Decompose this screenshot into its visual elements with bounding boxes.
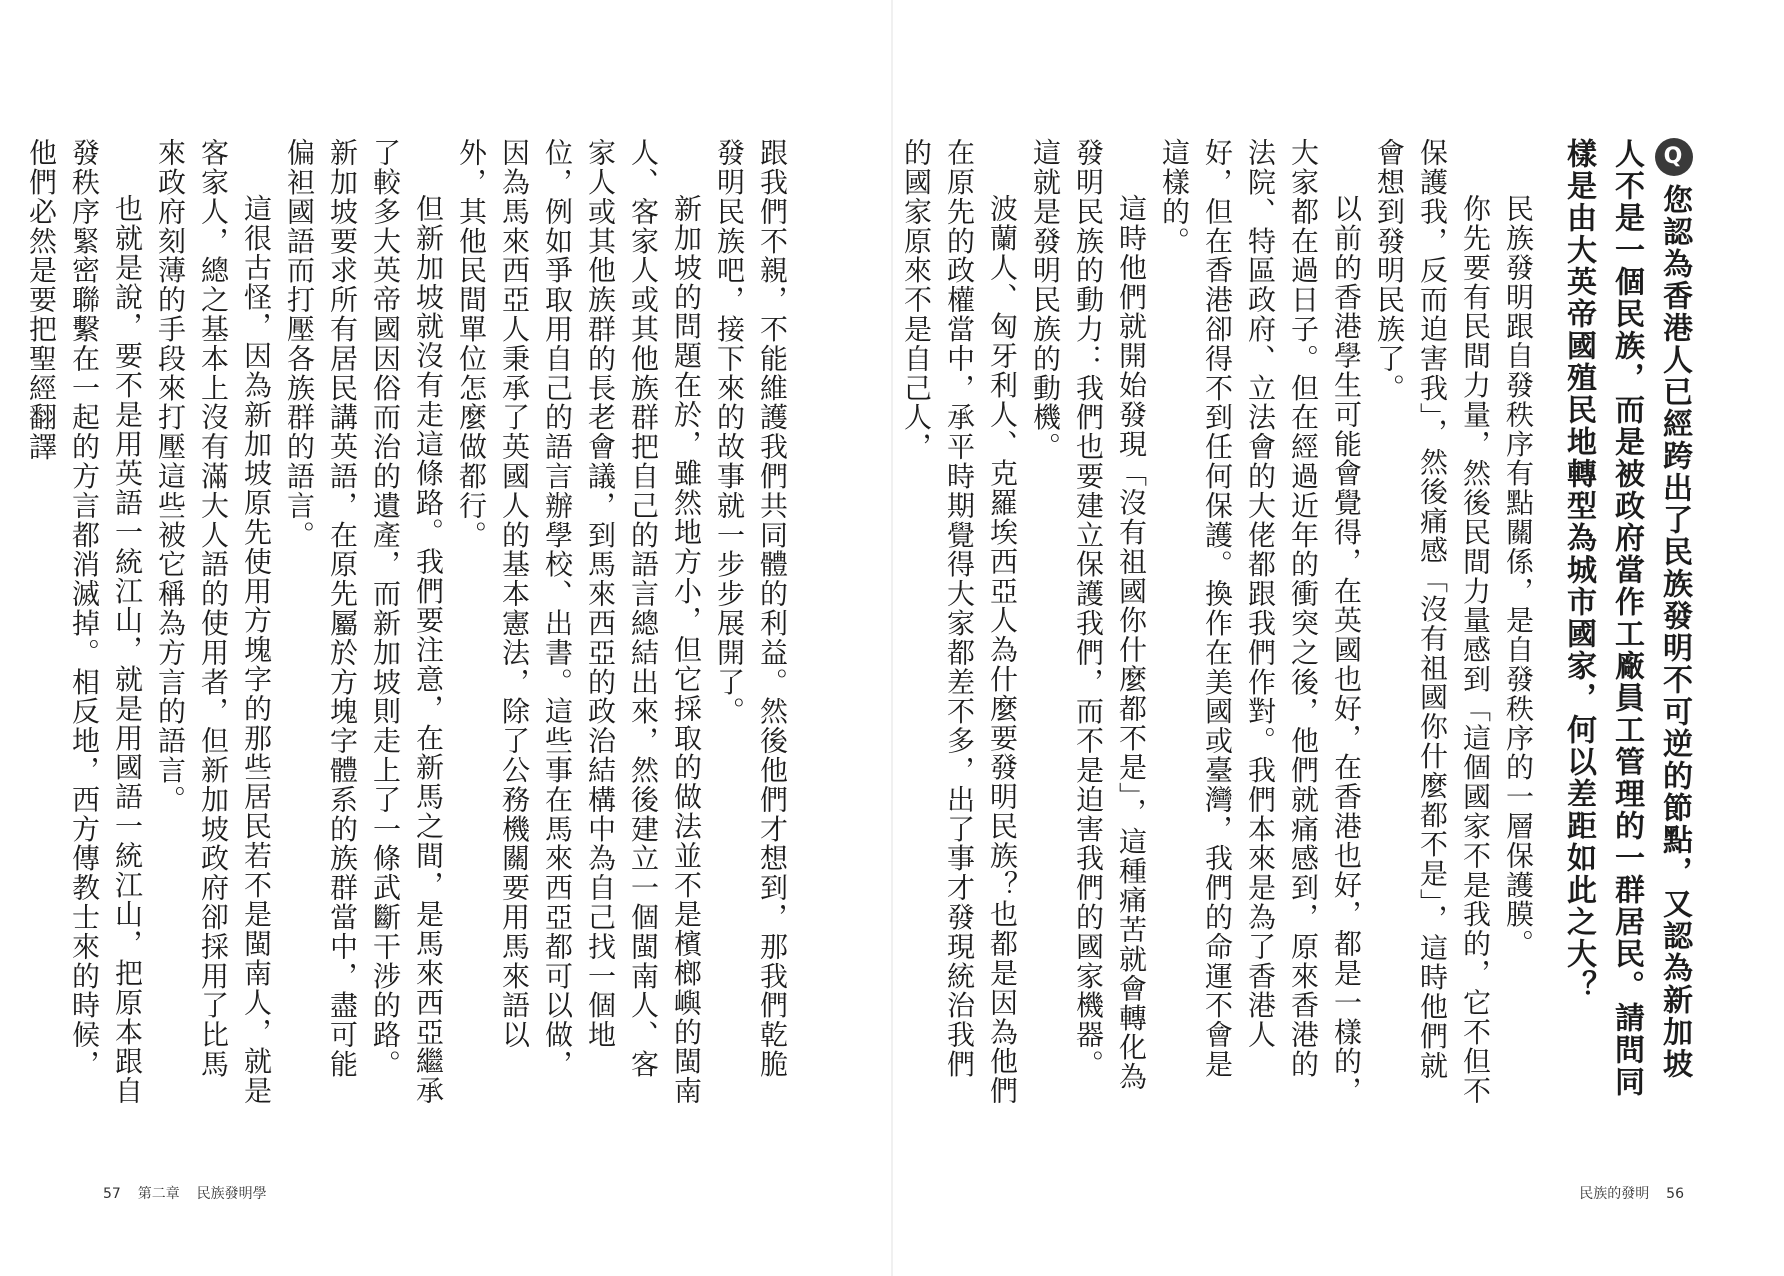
q-badge-icon: Q bbox=[1655, 138, 1693, 176]
left-paragraph-1: 跟我們不親，不能維護我們共同體的利益。然後他們才想到，那我們乾脆發明民族吧，接下來的故事就一步步展開了。 bbox=[713, 138, 789, 1079]
right-paragraph-3: 以前的香港學生可能會覺得，在英國也好，在香港也好，都是一樣的，大家都在過日子。但在經過近年的衝突之後，他們就痛感到，原來香港的法院、特區政府、立法會的大佬都跟我們作對。我們本來是為了香港人好，但在香港卻得不到任何保護。換作在美國或臺灣，我們的命運不會是這樣的。 bbox=[1158, 138, 1363, 1106]
right-paragraph-2: 你先要有民間力量，然後民間力量感到「這個國家不是我的，它不但不保護我，反而迫害我」，然後痛感「沒有祖國你什麼都不是」，這時他們就會想到發明民族了。 bbox=[1373, 138, 1492, 1106]
chapter-label: 第二章 bbox=[137, 1186, 180, 1202]
left-paragraph-4: 這很古怪，因為新加坡原先使用方塊字的那些居民若不是閩南人，就是客家人，總之基本上沒有滿大人語的使用者，但新加坡政府卻採用了比馬來政府刻薄的手段來打壓這些被它稱為方言的語言。 bbox=[154, 138, 273, 1106]
right-page-body bbox=[900, 138, 1698, 1108]
right-paragraph-1: 民族發明跟自發秩序有點關係，是自發秩序的一層保護膜。 bbox=[1502, 194, 1535, 959]
left-page-number: 57 bbox=[103, 1186, 121, 1202]
left-page-footer bbox=[103, 1183, 267, 1203]
left-paragraph-3: 但新加坡就沒有走這條路。我們要注意，在新馬之間，是馬來西亞繼承了較多大英帝國因俗而治的遺產，而新加坡則走上了一條武斷干涉的路。新加坡要求所有居民講英語，在原先屬於方塊字體系的族群當中，盡可能偏袒國語而打壓各族群的語言。 bbox=[283, 138, 445, 1106]
right-page bbox=[892, 0, 1784, 1276]
right-page-number: 56 bbox=[1666, 1186, 1684, 1202]
left-running-title: 民族發明學 bbox=[196, 1186, 267, 1202]
question-heading bbox=[1554, 138, 1698, 1108]
question-text: 您認為香港人已經跨出了民族發明不可逆的節點，又認為新加坡人不是一個民族，而是被政府當作工廠員工管理的一群居民。請問同樣是由大英帝國殖民地轉型為城市國家，何以差距如此之大？ bbox=[1561, 138, 1692, 1098]
right-running-title: 民族的發明 bbox=[1579, 1186, 1650, 1202]
left-paragraph-2: 新加坡的問題在於，雖然地方小，但它採取的做法並不是檳榔嶼的閩南人、客家人或其他族群把自己的語言總結出來，然後建立一個閩南人、客家人或其他族群的長老會議，到馬來西亞的政治結構中為自己找一個地位，例如爭取用自己的語言辦學校、出書。這些事在馬來西亞都可以做，因為馬來西亞人秉承了英國人的基本憲法，除了公務機關要用馬來語以外，其他民間單位怎麼做都行。 bbox=[455, 138, 703, 1106]
right-paragraph-4: 這時他們就開始發現「沒有祖國你什麼都不是」，這種痛苦就會轉化為發明民族的動力：我們也要建立保護我們，而不是迫害我們的國家機器。這就是發明民族的動機。 bbox=[1029, 138, 1148, 1092]
left-paragraph-5: 也就是說，要不是用英語一統江山，就是用國語一統江山，把原本跟自發秩序緊密聯繫在一起的方言都消滅掉。相反地，西方傳教士來的時候，他們必然是要把聖經翻譯 bbox=[25, 138, 144, 1106]
right-paragraph-5: 波蘭人、匈牙利人、克羅埃西亞人為什麼要發明民族？也都是因為他們在原先的政權當中，承平時期覺得大家都差不多，出了事才發現統治我們的國家原來不是自己人， bbox=[900, 138, 1019, 1106]
left-page-body bbox=[25, 138, 794, 1108]
right-page-footer bbox=[1579, 1183, 1684, 1203]
